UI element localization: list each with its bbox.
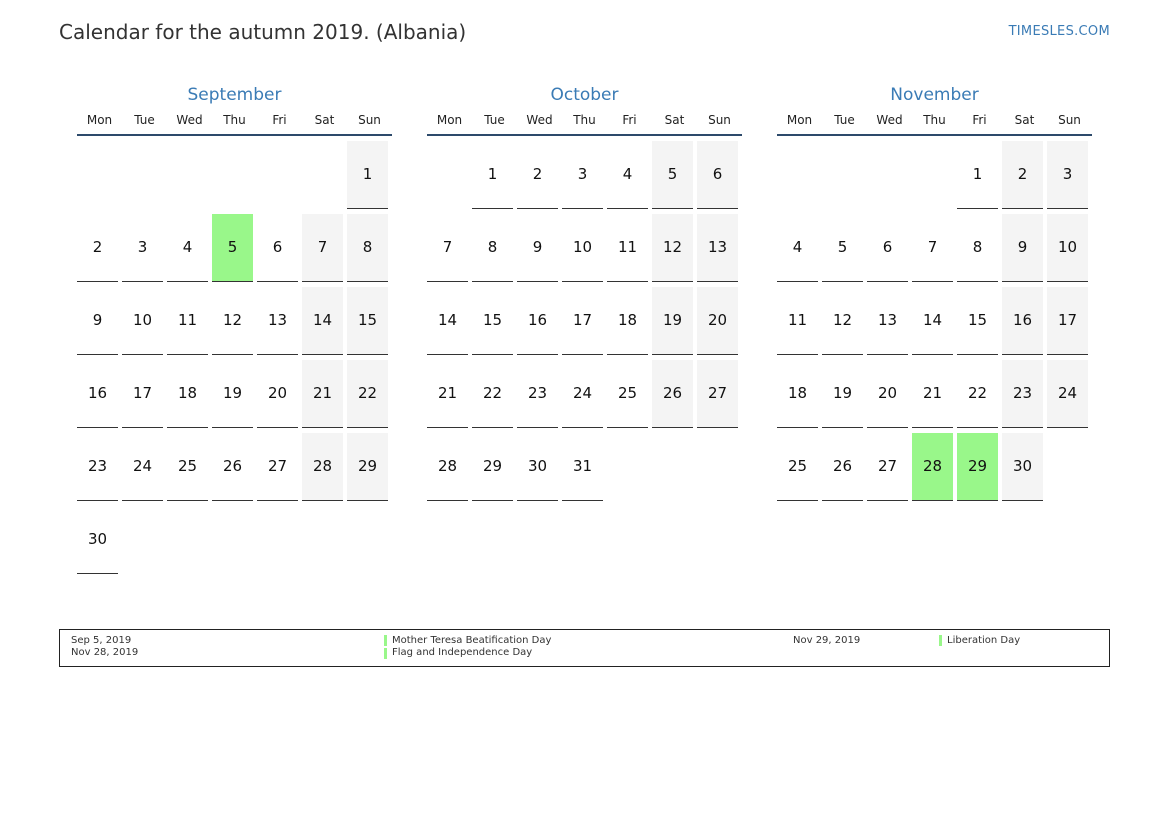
day-cell[interactable]: 9 — [77, 287, 118, 355]
page-title: Calendar for the autumn 2019. (Albania) — [59, 20, 467, 44]
week-row — [77, 360, 392, 433]
day-cell-weekend[interactable]: 29 — [347, 433, 388, 501]
day-cell[interactable]: 17 — [562, 287, 603, 355]
day-cell-weekend[interactable]: 13 — [697, 214, 738, 282]
day-cell-weekend[interactable]: 1 — [347, 141, 388, 209]
legend-holiday-name: Mother Teresa Beatification Day — [392, 635, 552, 646]
week-row — [77, 506, 392, 579]
weekday-label: Mon — [436, 113, 463, 127]
weekday-label: Wed — [876, 113, 903, 127]
day-cell[interactable]: 13 — [867, 287, 908, 355]
day-cell-weekend[interactable]: 27 — [697, 360, 738, 428]
month-title: November — [890, 85, 979, 105]
weekday-label: Mon — [786, 113, 813, 127]
day-cell[interactable]: 7 — [912, 214, 953, 282]
day-cell[interactable]: 21 — [427, 360, 468, 428]
day-cell[interactable]: 22 — [472, 360, 513, 428]
legend-date: Nov 28, 2019 — [71, 647, 139, 658]
day-cell-holiday[interactable]: 29 — [957, 433, 998, 501]
week-row — [77, 287, 392, 360]
day-cell[interactable]: 13 — [257, 287, 298, 355]
day-cell[interactable]: 16 — [77, 360, 118, 428]
day-cell[interactable]: 18 — [167, 360, 208, 428]
month-november — [777, 83, 1092, 506]
day-cell-weekend[interactable]: 3 — [1047, 141, 1088, 209]
day-cell-weekend[interactable]: 10 — [1047, 214, 1088, 282]
empty-day-cell — [1047, 433, 1088, 501]
weekday-label: Fri — [272, 113, 287, 127]
day-cell[interactable]: 17 — [122, 360, 163, 428]
day-cell-weekend[interactable]: 23 — [1002, 360, 1043, 428]
weekday-label: Sun — [1058, 113, 1081, 127]
day-cell-weekend[interactable]: 26 — [652, 360, 693, 428]
weekday-label: Wed — [176, 113, 203, 127]
day-cell[interactable]: 30 — [517, 433, 558, 501]
month-title: September — [187, 85, 282, 105]
day-cell[interactable]: 25 — [167, 433, 208, 501]
weekday-header — [777, 109, 1092, 136]
legend-date: Nov 29, 2019 — [793, 635, 861, 646]
day-cell[interactable]: 20 — [867, 360, 908, 428]
weekday-label: Tue — [134, 113, 155, 127]
legend-holiday-name: Flag and Independence Day — [392, 647, 533, 658]
empty-day-cell — [427, 141, 468, 209]
day-cell[interactable]: 12 — [822, 287, 863, 355]
day-cell[interactable]: 25 — [777, 433, 818, 501]
day-cell-weekend[interactable]: 24 — [1047, 360, 1088, 428]
empty-day-cell — [167, 506, 208, 574]
day-cell[interactable]: 26 — [822, 433, 863, 501]
weekday-label: Thu — [923, 113, 946, 127]
day-cell-weekend[interactable]: 19 — [652, 287, 693, 355]
weekday-header — [427, 109, 742, 136]
week-row — [77, 433, 392, 506]
legend-date: Sep 5, 2019 — [71, 635, 132, 646]
day-cell-weekend[interactable]: 16 — [1002, 287, 1043, 355]
weekday-label: Tue — [834, 113, 855, 127]
day-cell-weekend[interactable]: 5 — [652, 141, 693, 209]
day-cell[interactable]: 27 — [257, 433, 298, 501]
day-cell[interactable]: 3 — [562, 141, 603, 209]
day-cell-weekend[interactable]: 28 — [302, 433, 343, 501]
day-cell[interactable]: 28 — [427, 433, 468, 501]
day-cell[interactable]: 2 — [77, 214, 118, 282]
day-cell[interactable]: 15 — [957, 287, 998, 355]
month-september — [77, 83, 392, 579]
day-cell[interactable]: 5 — [822, 214, 863, 282]
day-cell[interactable]: 16 — [517, 287, 558, 355]
month-grid — [777, 141, 1092, 506]
day-cell-holiday[interactable]: 28 — [912, 433, 953, 501]
empty-day-cell — [167, 141, 208, 209]
day-cell[interactable]: 24 — [562, 360, 603, 428]
empty-day-cell — [257, 141, 298, 209]
weekday-label: Thu — [573, 113, 596, 127]
weekday-label: Sat — [1014, 113, 1035, 127]
weekday-label: Tue — [484, 113, 505, 127]
day-cell[interactable]: 19 — [212, 360, 253, 428]
week-row — [427, 360, 742, 433]
day-cell[interactable]: 25 — [607, 360, 648, 428]
day-cell[interactable]: 18 — [607, 287, 648, 355]
empty-day-cell — [302, 141, 343, 209]
day-cell[interactable]: 19 — [822, 360, 863, 428]
week-row — [427, 141, 742, 214]
empty-day-cell — [122, 141, 163, 209]
day-cell[interactable]: 31 — [562, 433, 603, 501]
empty-day-cell — [302, 506, 343, 574]
empty-day-cell — [697, 433, 738, 501]
day-cell[interactable]: 10 — [122, 287, 163, 355]
month-grid — [427, 141, 742, 506]
day-cell[interactable]: 21 — [912, 360, 953, 428]
empty-day-cell — [777, 141, 818, 209]
day-cell-weekend[interactable]: 14 — [302, 287, 343, 355]
day-cell[interactable]: 11 — [167, 287, 208, 355]
weekday-label: Sun — [708, 113, 731, 127]
day-cell[interactable]: 4 — [167, 214, 208, 282]
empty-day-cell — [347, 506, 388, 574]
holiday-marker-icon — [384, 648, 387, 659]
weekday-label: Thu — [223, 113, 246, 127]
empty-day-cell — [652, 433, 693, 501]
day-cell[interactable]: 1 — [957, 141, 998, 209]
day-cell[interactable]: 3 — [122, 214, 163, 282]
week-row — [427, 433, 742, 506]
day-cell[interactable]: 12 — [212, 287, 253, 355]
day-cell-weekend[interactable]: 7 — [302, 214, 343, 282]
empty-day-cell — [122, 506, 163, 574]
month-grid — [77, 141, 392, 579]
empty-day-cell — [77, 141, 118, 209]
day-cell[interactable]: 2 — [517, 141, 558, 209]
week-row — [77, 141, 392, 214]
day-cell[interactable]: 24 — [122, 433, 163, 501]
week-row — [427, 214, 742, 287]
weekday-label: Sat — [314, 113, 335, 127]
week-row — [777, 214, 1092, 287]
empty-day-cell — [867, 141, 908, 209]
day-cell-weekend[interactable]: 21 — [302, 360, 343, 428]
day-cell-weekend[interactable]: 17 — [1047, 287, 1088, 355]
legend-holiday-name: Liberation Day — [947, 635, 1021, 646]
day-cell-weekend[interactable]: 6 — [697, 141, 738, 209]
day-cell[interactable]: 9 — [517, 214, 558, 282]
week-row — [777, 287, 1092, 360]
day-cell[interactable]: 14 — [912, 287, 953, 355]
day-cell[interactable]: 15 — [472, 287, 513, 355]
weekday-label: Sat — [664, 113, 685, 127]
day-cell[interactable]: 10 — [562, 214, 603, 282]
empty-day-cell — [212, 506, 253, 574]
day-cell-weekend[interactable]: 9 — [1002, 214, 1043, 282]
week-row — [777, 433, 1092, 506]
day-cell-weekend[interactable]: 20 — [697, 287, 738, 355]
day-cell[interactable]: 6 — [867, 214, 908, 282]
day-cell[interactable]: 11 — [607, 214, 648, 282]
month-title: October — [550, 85, 619, 105]
week-row — [777, 360, 1092, 433]
weekday-label: Wed — [526, 113, 553, 127]
day-cell[interactable]: 11 — [777, 287, 818, 355]
empty-day-cell — [822, 141, 863, 209]
holiday-marker-icon — [939, 635, 942, 646]
site-link[interactable]: TIMESLES.COM — [1008, 24, 1110, 39]
day-cell-weekend[interactable]: 22 — [347, 360, 388, 428]
day-cell-weekend[interactable]: 15 — [347, 287, 388, 355]
day-cell[interactable]: 23 — [77, 433, 118, 501]
day-cell[interactable]: 26 — [212, 433, 253, 501]
day-cell-holiday[interactable]: 5 — [212, 214, 253, 282]
holiday-marker-icon — [384, 635, 387, 646]
day-cell[interactable]: 22 — [957, 360, 998, 428]
day-cell[interactable]: 27 — [867, 433, 908, 501]
week-row — [427, 287, 742, 360]
weekday-label: Mon — [86, 113, 113, 127]
day-cell-weekend[interactable]: 2 — [1002, 141, 1043, 209]
day-cell[interactable]: 29 — [472, 433, 513, 501]
day-cell[interactable]: 7 — [427, 214, 468, 282]
empty-day-cell — [912, 141, 953, 209]
empty-day-cell — [257, 506, 298, 574]
day-cell[interactable]: 23 — [517, 360, 558, 428]
month-october — [427, 83, 742, 506]
day-cell[interactable]: 4 — [607, 141, 648, 209]
empty-day-cell — [212, 141, 253, 209]
day-cell-weekend[interactable]: 12 — [652, 214, 693, 282]
day-cell[interactable]: 8 — [957, 214, 998, 282]
week-row — [77, 214, 392, 287]
day-cell[interactable]: 30 — [77, 506, 118, 574]
weekday-label: Sun — [358, 113, 381, 127]
day-cell[interactable]: 20 — [257, 360, 298, 428]
weekday-label: Fri — [622, 113, 637, 127]
weekday-label: Fri — [972, 113, 987, 127]
week-row — [777, 141, 1092, 214]
weekday-header — [77, 109, 392, 136]
day-cell[interactable]: 18 — [777, 360, 818, 428]
day-cell[interactable]: 8 — [472, 214, 513, 282]
holiday-legend — [59, 629, 1110, 667]
empty-day-cell — [607, 433, 648, 501]
day-cell[interactable]: 6 — [257, 214, 298, 282]
day-cell-weekend[interactable]: 30 — [1002, 433, 1043, 501]
day-cell[interactable]: 1 — [472, 141, 513, 209]
day-cell[interactable]: 4 — [777, 214, 818, 282]
day-cell-weekend[interactable]: 8 — [347, 214, 388, 282]
day-cell[interactable]: 14 — [427, 287, 468, 355]
